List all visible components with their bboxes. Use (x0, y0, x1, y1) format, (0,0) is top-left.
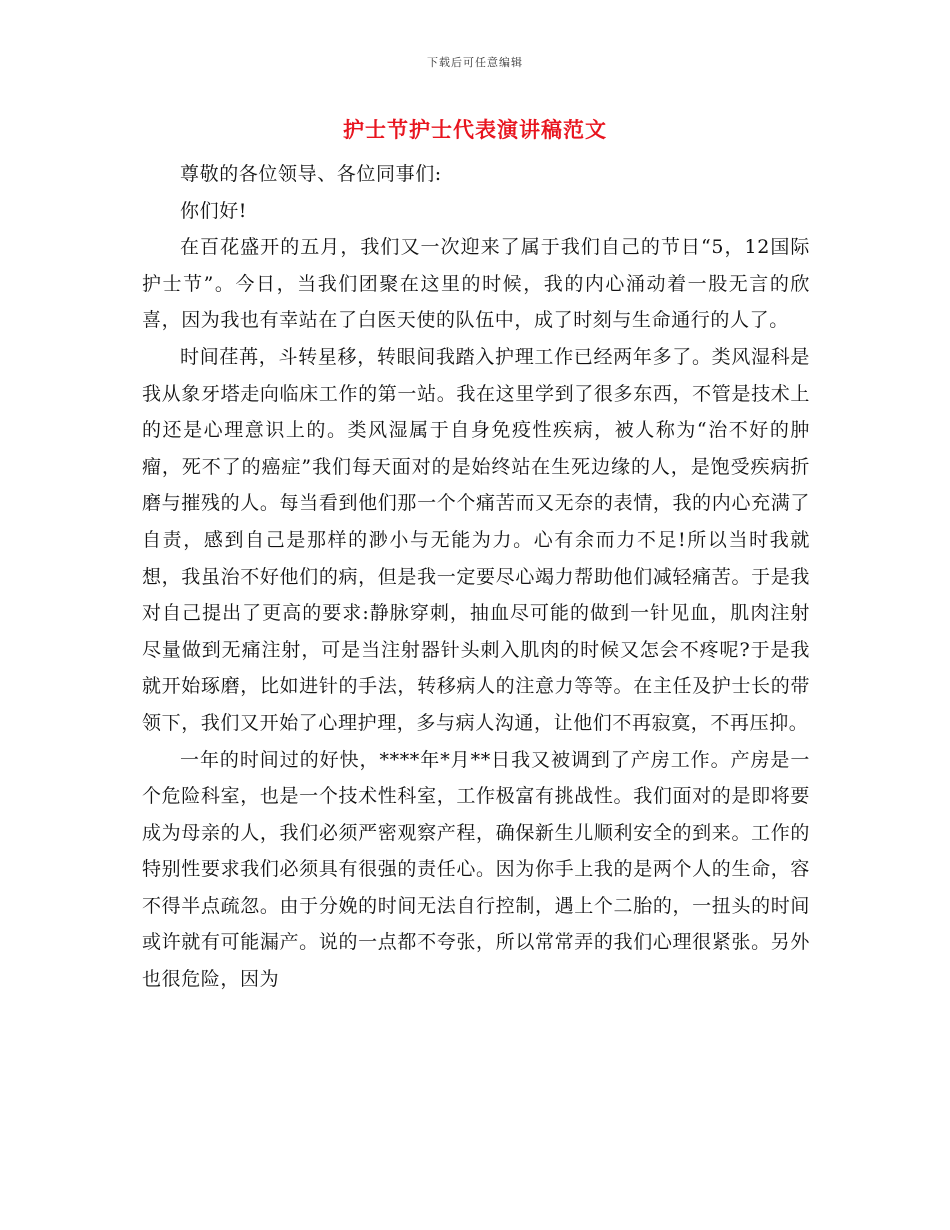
greeting: 你们好! (180, 199, 248, 222)
paragraph: 一年的时间过的好快，****年*月**日我又被调到了产房工作。产房是一个危险科室，也是一个技术性科室，工作极富有挑战性。我们面对的是即将要成为母亲的人，我们必须严密观察产程，确保新生儿顺利安全的到来。工作的特别性要求我们必须具有很强的责任心。因为你手上我的是两个人的生命，容不得半点疏忽。由于分娩的时间无法自行控制，遇上个二胎的，一扭头的时间或许就有可能漏产。说的一点都不夸张，所以常常弄的我们心理很紧张。另外也很危险，因为 (142, 748, 810, 991)
paragraph: 在百花盛开的五月，我们又一次迎来了属于我们自己的节日“5，12国际护士节”。今日，当我们团聚在这里的时候，我的内心涌动着一股无言的欣喜，因为我也有幸站在了白医天使的队伍中，成了时刻与生命通行的人了。 (142, 236, 810, 332)
document-title: 护士节护士代表演讲稿范文 (343, 117, 607, 142)
salutation: 尊敬的各位领导、各位同事们: (180, 163, 442, 185)
document-body (142, 156, 810, 998)
paragraph: 时间荏苒，斗转星移，转眼间我踏入护理工作已经两年多了。类风湿科是我从象牙塔走向临床工作的第一站。我在这里学到了很多东西，不管是技术上的还是心理意识上的。类风湿属于自身免疫性疾病，被人称为“治不好的肿瘤，死不了的癌症”我们每天面对的是始终站在生死边缘的人，是饱受疾病折磨与摧残的人。每当看到他们那一个个痛苦而又无奈的表情，我的内心充满了自责，感到自己是那样的渺小与无能为力。心有余而力不足!所以当时我就想，我虽治不好他们的病，但是我一定要尽心竭力帮助他们减轻痛苦。于是我对自己提出了更高的要求:静脉穿刺，抽血尽可能的做到一针见血，肌肉注射尽量做到无痛注射，可是当注射器针头刺入肌肉的时候又怎会不疼呢?于是我就开始琢磨，比如进针的手法，转移病人的注意力等等。在主任及护士长的带领下，我们又开始了心理护理，多与病人沟通，让他们不再寂寞，不再压抑。 (142, 345, 810, 734)
header-note: 下载后可任意编辑 (427, 56, 523, 69)
